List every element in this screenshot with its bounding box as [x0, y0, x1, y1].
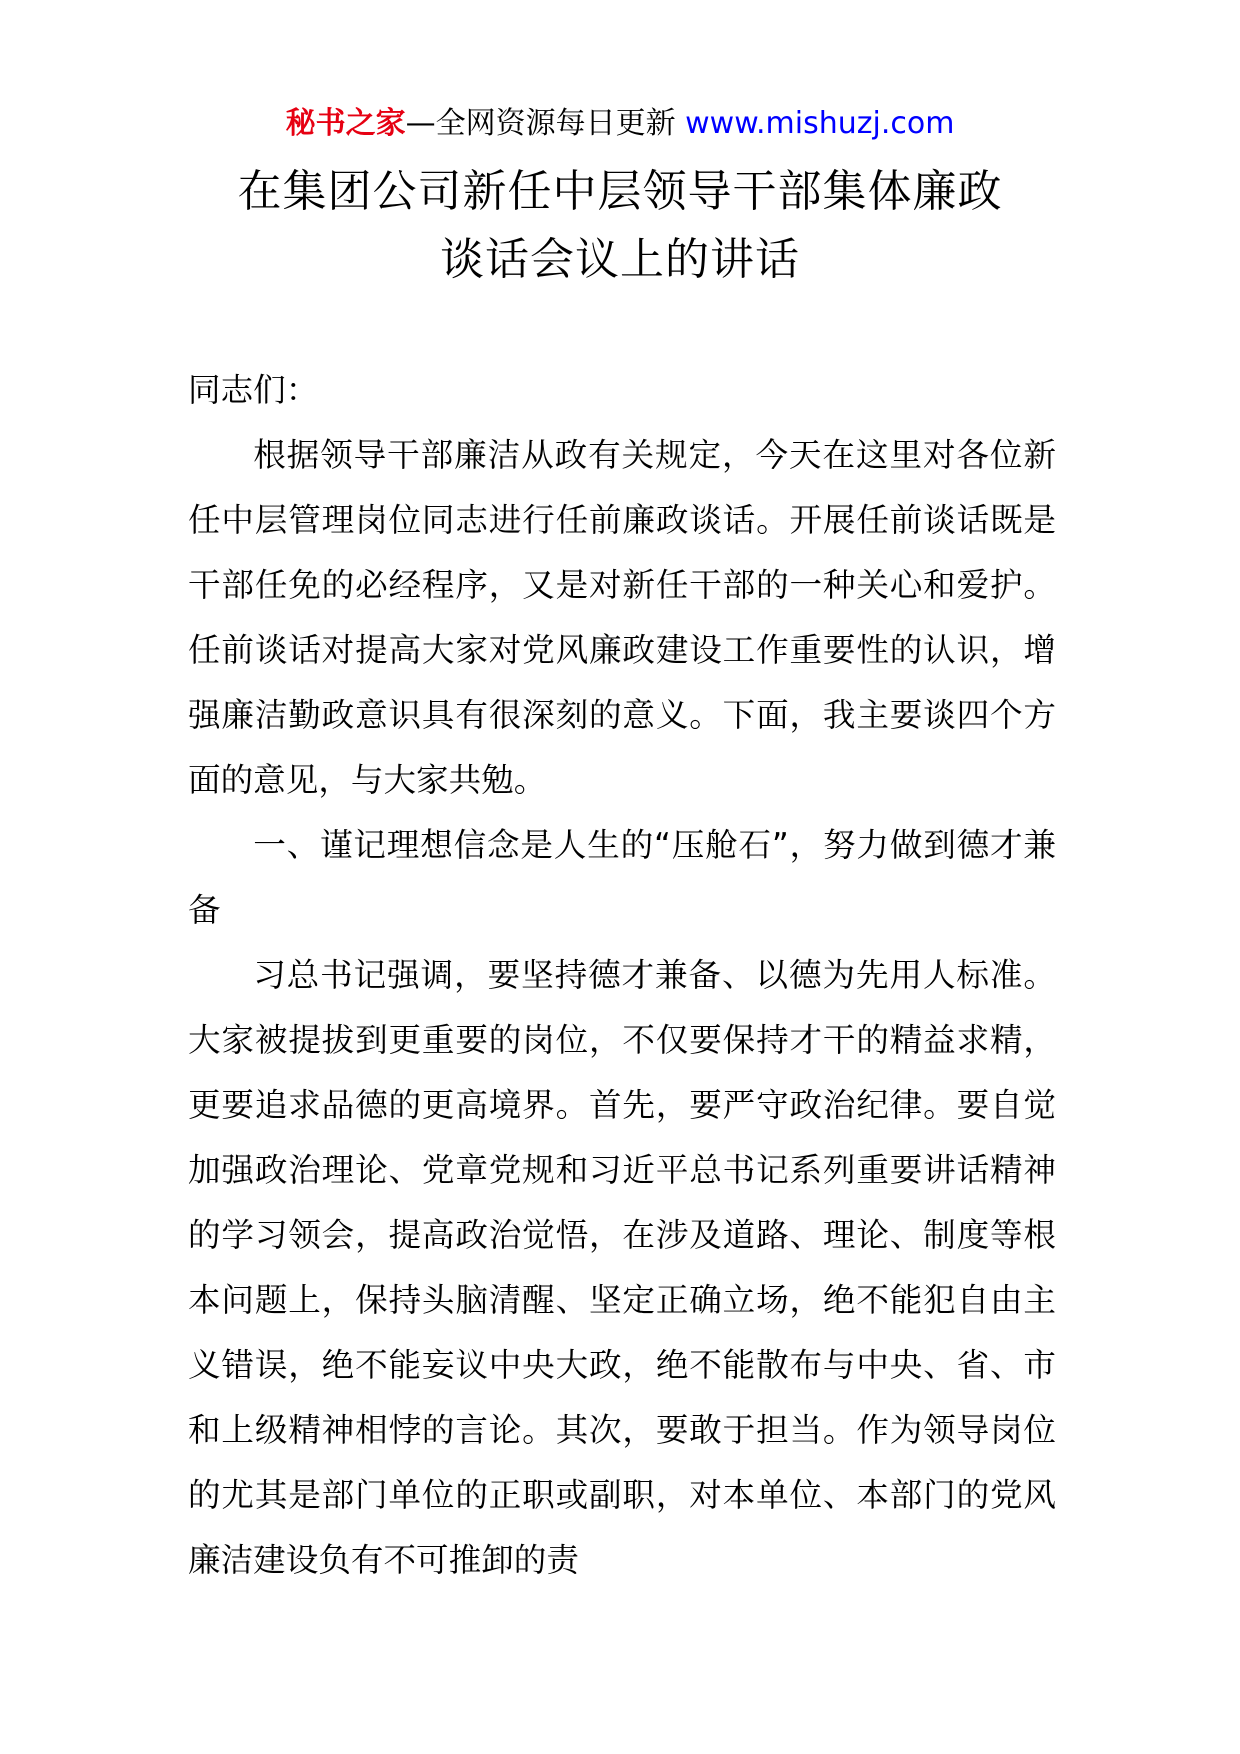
document-title: [0, 158, 1240, 294]
site-header: [0, 102, 1240, 146]
title-line-2: 谈话会议上的讲话: [440, 234, 800, 285]
paragraph-section-1: 习总书记强调，要坚持德才兼备、以德为先用人标准。大家被提拔到更重要的岗位，不仅要保持才干的精益求精，更要追求品德的更高境界。首先，要严守政治纪律。要自觉加强政治理论、党章党规和习近平总书记系列重要讲话精神的学习领会，提高政治觉悟，在涉及道路、理论、制度等根本问题上，保持头脑清醒、坚定正确立场，绝不能犯自由主义错误，绝不能妄议中央大政，绝不能散布与中央、省、市和上级精神相悖的言论。其次，要敢于担当。作为领导岗位的尤其是部门单位的正职或副职，对本单位、本部门的党风廉洁建设负有不可推卸的责: [188, 956, 1056, 1579]
salutation: 同志们：: [188, 371, 319, 409]
section-heading-1: 一、谨记理想信念是人生的“压舱石”，努力做到德才兼备: [188, 826, 1056, 929]
document-body: [188, 358, 1056, 1593]
header-slogan: —全网资源每日更新: [405, 106, 686, 141]
site-url-link[interactable]: www.mishuzj.com: [685, 106, 955, 141]
paragraph-intro: 根据领导干部廉洁从政有关规定，今天在这里对各位新任中层管理岗位同志进行任前廉政谈话。开展任前谈话既是干部任免的必经程序，又是对新任干部的一种关心和爱护。任前谈话对提高大家对党风廉政建设工作重要性的认识，增强廉洁勤政意识具有很深刻的意义。下面，我主要谈四个方面的意见，与大家共勉。: [188, 436, 1056, 799]
title-line-1: 在集团公司新任中层领导干部集体廉政: [237, 166, 1003, 217]
brand-name: 秘书之家: [285, 106, 406, 141]
